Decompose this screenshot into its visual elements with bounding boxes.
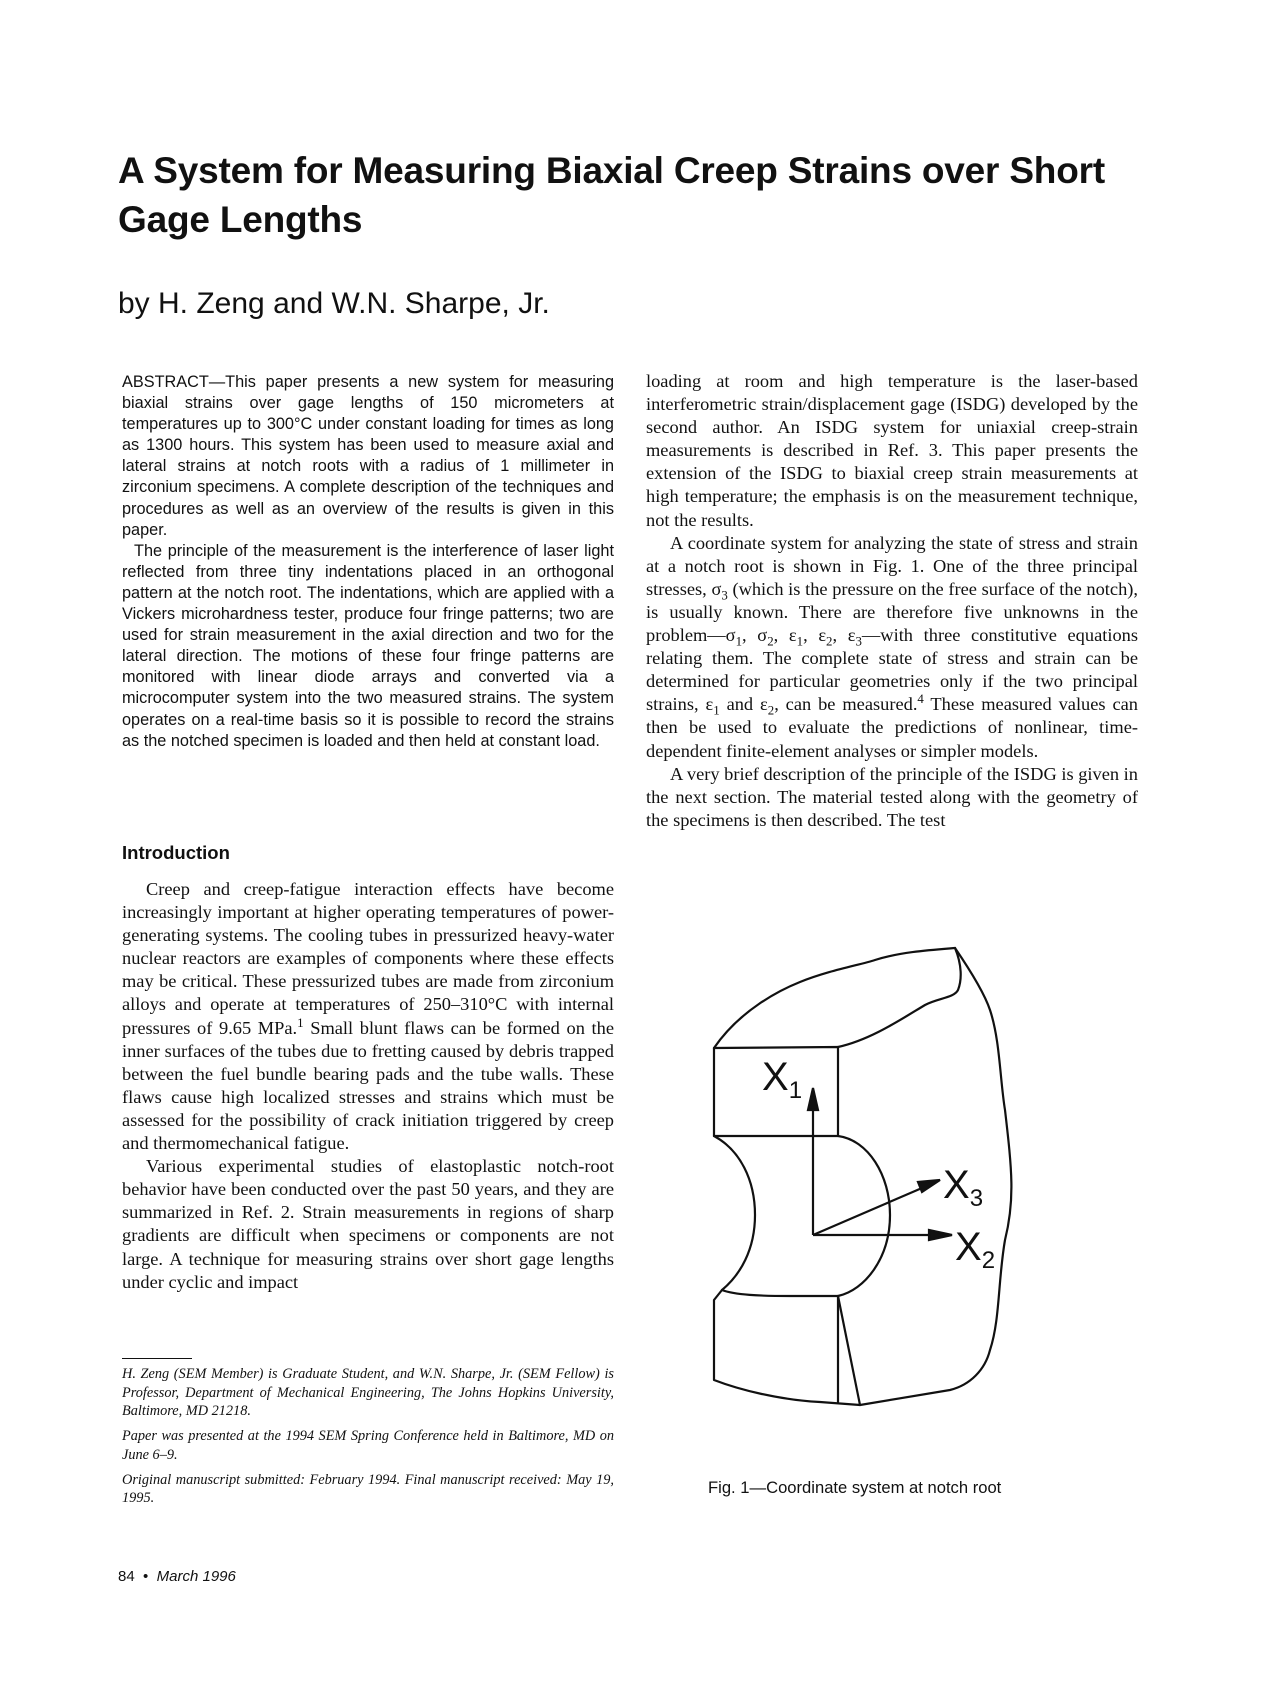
body-paragraph: A very brief description of the principle of the ISDG is given in the next section. The material tested along with the geometry of the specimens is then described. The test xyxy=(646,763,1138,830)
footnote: Original manuscript submitted: February 1994. Final manuscript received: May 19, 1995. xyxy=(122,1471,614,1507)
text-run: Creep and creep-fatigue interaction effects have become increasingly important at higher operating temperatures of power-generating systems. The cooling tubes in pressurized heavy-water nuclear reactors are examples of components where these effects may be critical. These pressurized tubes are made from zirconium alloys and operate at temperatures of 250–310°C with internal pressures of 9.65 MPa. xyxy=(122,879,614,1038)
text-run: These measured values can then be used to evaluate the predictions of nonlinear, time-dependent finite-element analyses or simpler models. xyxy=(646,694,1138,761)
text-run: , ε xyxy=(803,625,827,646)
issue-date: March 1996 xyxy=(156,1568,236,1585)
article-authors: by H. Zeng and W.N. Sharpe, Jr. xyxy=(118,287,550,320)
subscript: 3 xyxy=(855,634,862,649)
x2-arrowhead xyxy=(929,1230,952,1240)
abstract xyxy=(122,372,614,752)
right-column-body xyxy=(646,370,1138,832)
specimen-top-right-edge xyxy=(838,948,961,1047)
reference-marker: 1 xyxy=(297,1015,304,1030)
text-run: and ε xyxy=(719,694,768,715)
abstract-paragraph: ABSTRACT—This paper presents a new system for measuring biaxial strains over gage lengths of 150 micrometers at temperatures up to 300°C under constant loading for times as long as 1300 hours. This system has been used to measure axial and lateral strains at notch roots with a radius of 1 millimeter in zirconium specimens. A complete description of the techniques and procedures as well as an overview of the results is given in this paper. xyxy=(122,373,614,539)
body-paragraph xyxy=(646,532,1138,763)
subscript: 1 xyxy=(796,634,804,649)
footnote: H. Zeng (SEM Member) is Graduate Student, and W.N. Sharpe, Jr. (SEM Fellow) is Professor, Department of Mechanical Engineering, The Johns Hopkins University, Baltimore, MD 21218. xyxy=(122,1366,614,1420)
abstract-paragraph: The principle of the measurement is the interference of laser light reflected from three tiny indentations placed in an orthogonal pattern at the notch root. The indentations, which are applied with a Vickers microhardness tester, produce four fringe patterns; two are used for strain measurement in the axial direction and two for the lateral direction. The motions of these four fringe patterns are monitored with linear diode arrays and converted via a microcomputer system into the two measured strains. The system operates on a real-time basis so it is possible to record the strains as the notched specimen is loaded and then held at constant load. xyxy=(122,541,614,750)
text-run: (which is the pressure on the free surface of the notch), is usually known. There are therefore five unknowns in the problem—σ xyxy=(646,578,1138,646)
text-run: , σ xyxy=(742,625,768,646)
text-run: Small blunt flaws can be formed on the inner surfaces of the tubes due to fretting caused by debris trapped between the fuel bundle bearing pads and the tube walls. These flaws cause high localized stresses and strains which must be assessed for the possibility of crack initiation triggered by creep and thermomechanical fatigue. xyxy=(122,1017,614,1154)
folio-separator: • xyxy=(143,1568,149,1585)
text-run: A coordinate system for analyzing the state of stress and strain at a notch root is shown in Fig. 1. One of the three principal stresses, σ xyxy=(646,532,1138,599)
introduction-body xyxy=(122,878,614,1294)
x3-label: $X_3$ xyxy=(943,1163,984,1212)
footnote-rule xyxy=(122,1358,192,1359)
reference-marker: 4 xyxy=(917,692,924,707)
text-run: , can be measured. xyxy=(774,694,918,715)
x1-arrowhead xyxy=(808,1088,818,1110)
figure-caption: Fig. 1—Coordinate system at notch root xyxy=(708,1478,1002,1497)
specimen-top-face xyxy=(714,948,955,1048)
body-paragraph: Various experimental studies of elastoplastic notch-root behavior have been conducted over the past 50 years, and they are summarized in Ref. 2. Strain measurements in regions of sharp gradients are difficult when specimens or components are not large. A technique for measuring strains over short gage lengths under cyclic and impact xyxy=(122,1156,614,1292)
x2-label: $X_2$ xyxy=(955,1225,996,1274)
subscript: 2 xyxy=(826,634,833,649)
text-run: —with three constitutive equations relating them. The complete state of stress and strain can be determined for particular geometries only if the two principal strains, ε xyxy=(646,625,1139,715)
text-run: , ε xyxy=(773,625,797,646)
article-title: A System for Measuring Biaxial Creep Strains over Short Gage Lengths xyxy=(118,150,1105,240)
subscript: 3 xyxy=(721,588,728,603)
notch-coordinate-figure xyxy=(700,940,1100,1460)
footnote: Paper was presented at the 1994 SEM Spring Conference held in Baltimore, MD on June 6–9. xyxy=(122,1428,614,1463)
notch-curve xyxy=(714,1136,890,1296)
text-run: , ε xyxy=(832,625,856,646)
footnotes xyxy=(122,1365,614,1514)
x3-arrowhead xyxy=(918,1180,940,1192)
subscript: 2 xyxy=(767,703,775,718)
x1-label: $X_1$ xyxy=(762,1055,803,1104)
body-paragraph xyxy=(122,878,614,1155)
subscript: 1 xyxy=(735,634,743,649)
x3-axis xyxy=(813,1188,922,1235)
body-paragraph: loading at room and high temperature is the laser-based interferometric strain/displacement gage (ISDG) developed by the second author. An ISDG system for uniaxial creep-strain measurements is described in Ref. 3. This paper presents the extension of the ISDG to biaxial creep strain measurements at high temperature; the emphasis is on the measurement technique, not the results. xyxy=(646,371,1138,530)
section-heading-introduction: Introduction xyxy=(122,842,230,863)
subscript: 1 xyxy=(713,703,720,718)
page-folio xyxy=(118,1568,236,1585)
page-number: 84 xyxy=(118,1568,135,1585)
subscript: 2 xyxy=(767,634,774,649)
